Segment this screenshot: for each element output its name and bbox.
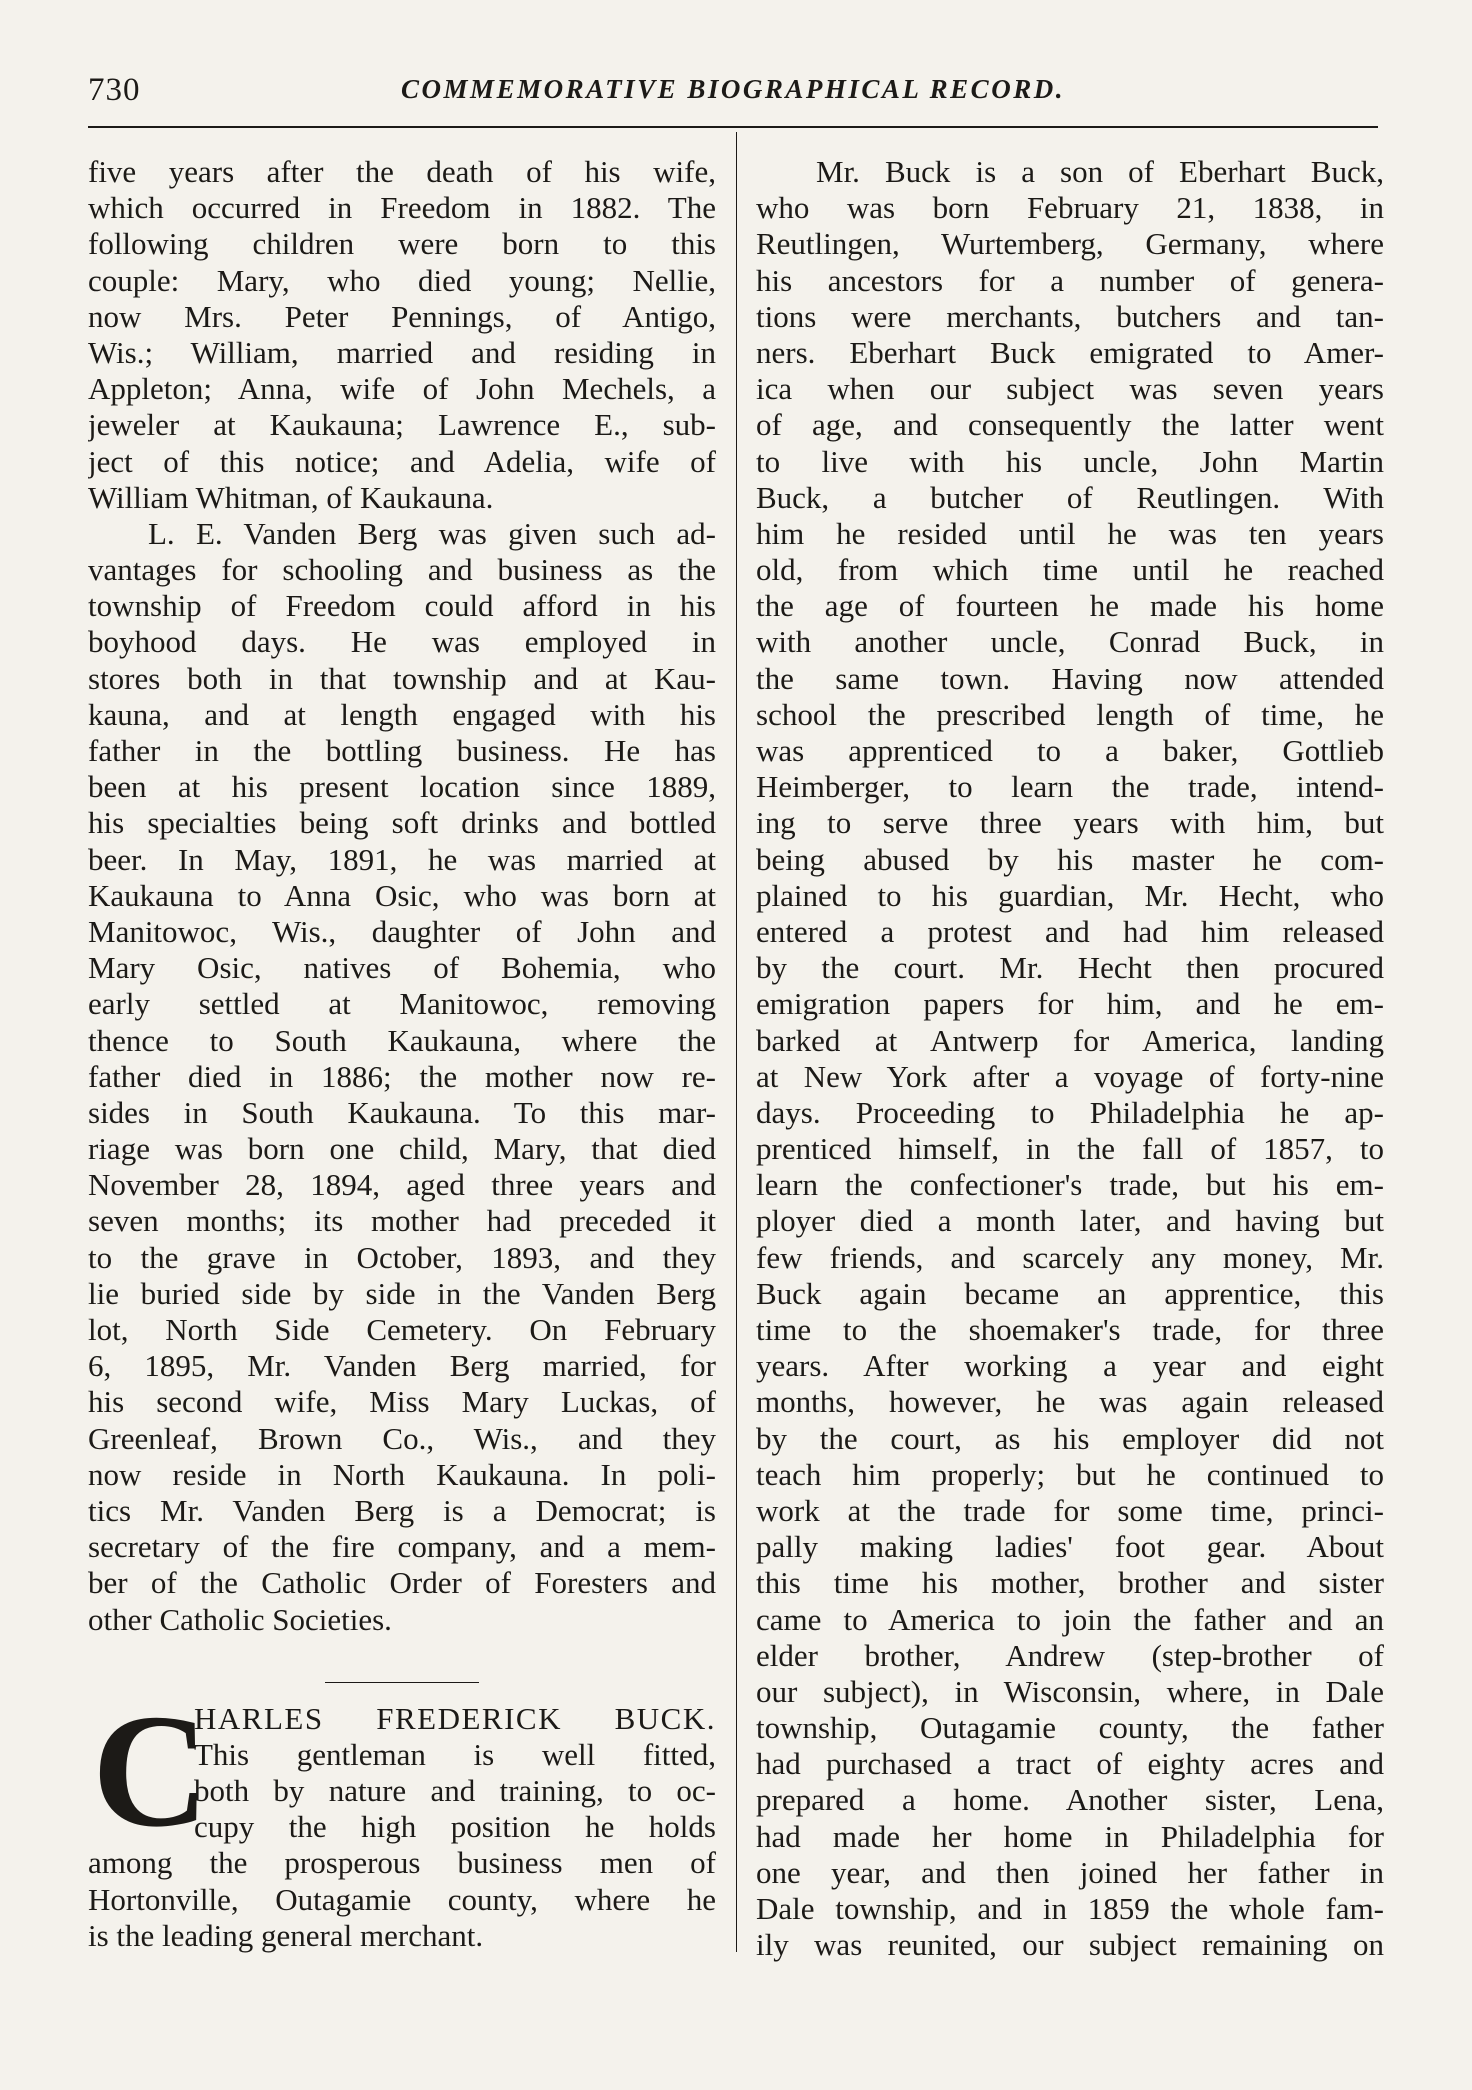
text-line: couple: Mary, who died young; Nellie, <box>88 262 716 298</box>
text-line: boyhood days. He was employed in <box>88 624 716 660</box>
text-line: Wis.; William, married and residing in <box>88 334 716 370</box>
text-line: now Mrs. Peter Pennings, of Antigo, <box>88 298 716 334</box>
text-line: who was born February 21, 1838, in <box>756 190 1384 226</box>
text-line: by the court. Mr. Hecht then procured <box>756 950 1384 986</box>
text-line: time to the shoemaker's trade, for three <box>756 1312 1384 1347</box>
text-line: our subject), in Wisconsin, where, in Dale <box>756 1673 1384 1709</box>
text-line: was apprenticed to a baker, Gottlieb <box>756 733 1384 768</box>
text-line: came to America to join the father and an <box>756 1601 1384 1637</box>
text-line: tics Mr. Vanden Berg is a Democrat; is <box>88 1492 716 1528</box>
text-line: ployer died a month later, and having but <box>756 1203 1384 1239</box>
paragraph-2 <box>88 516 716 1638</box>
text-line: vantages for schooling and business as the <box>88 552 716 588</box>
text-line: his ancestors for a number of genera- <box>756 262 1384 298</box>
text-line: now reside in North Kaukauna. In poli- <box>88 1456 716 1492</box>
text-line: ica when our subject was seven years <box>756 371 1384 407</box>
text-line: Reutlingen, Wurtemberg, Germany, where <box>756 226 1384 262</box>
text-line: work at the trade for some time, princi- <box>756 1492 1384 1528</box>
entry-heading: HARLES FREDERICK BUCK. <box>194 1700 716 1736</box>
text-line: old, from which time until he reached <box>756 552 1384 588</box>
text-line: one year, and then joined her father in <box>756 1854 1384 1890</box>
text-line: father in the bottling business. He has <box>88 733 716 768</box>
text-line: early settled at Manitowoc, removing <box>88 986 716 1022</box>
text-line: tions were merchants, butchers and tan- <box>756 298 1384 334</box>
text-line: sides in South Kaukauna. To this mar- <box>88 1094 716 1130</box>
text-line: township, Outagamie county, the father <box>756 1710 1384 1746</box>
text-line: L. E. Vanden Berg was given such ad- <box>148 515 716 551</box>
text-line: months, however, he was again released <box>756 1384 1384 1420</box>
text-line: years. After working a year and eight <box>756 1348 1384 1384</box>
text-line: this time his mother, brother and sister <box>756 1565 1384 1601</box>
text-line: Dale township, and in 1859 the whole fam- <box>756 1891 1384 1926</box>
text-line: Buck, a butcher of Reutlingen. With <box>756 479 1384 515</box>
drop-cap: C <box>92 1681 209 1861</box>
text-line: stores both in that township and at Kau- <box>88 660 716 696</box>
right-column <box>756 154 1384 1963</box>
text-line: Buck again became an apprentice, this <box>756 1275 1384 1311</box>
text-line: jeweler at Kaukauna; Lawrence E., sub- <box>88 407 716 443</box>
text-line: Mary Osic, natives of Bohemia, who <box>88 950 716 986</box>
text-line: to the grave in October, 1893, and they <box>88 1239 716 1275</box>
text-line: prepared a home. Another sister, Lena, <box>756 1782 1384 1818</box>
text-line: his second wife, Miss Mary Luckas, of <box>88 1384 716 1420</box>
text-line: Greenleaf, Brown Co., Wis., and they <box>88 1420 716 1456</box>
text-line: secretary of the fire company, and a mem- <box>88 1529 716 1565</box>
text-line: prenticed himself, in the fall of 1857, to <box>756 1131 1384 1167</box>
text-line: Heimberger, to learn the trade, intend- <box>756 769 1384 805</box>
running-title: COMMEMORATIVE BIOGRAPHICAL RECORD. <box>401 74 1065 104</box>
text-line: ing to serve three years with him, but <box>756 805 1384 841</box>
text-line: elder brother, Andrew (step-brother of <box>756 1637 1384 1673</box>
text-line: following children were born to this <box>88 226 716 262</box>
text-line: at New York after a voyage of forty-nine <box>756 1058 1384 1094</box>
text-line: entered a protest and had him released <box>756 913 1384 949</box>
section-divider <box>325 1682 479 1683</box>
page-header <box>88 72 1378 120</box>
text-line: emigration papers for him, and he em- <box>756 986 1384 1022</box>
text-line: This gentleman is well fitted, <box>194 1736 716 1772</box>
text-line: plained to his guardian, Mr. Hecht, who <box>756 877 1384 913</box>
text-line: riage was born one child, Mary, that died <box>88 1131 716 1167</box>
text-line: Kaukauna to Anna Osic, who was born at <box>88 877 716 913</box>
text-line: his specialties being soft drinks and bottled <box>88 805 716 841</box>
text-line: beer. In May, 1891, he was married at <box>88 841 716 877</box>
text-line: had made her home in Philadelphia for <box>756 1818 1384 1854</box>
text-line: ners. Eberhart Buck emigrated to Amer- <box>756 334 1384 370</box>
text-line: father died in 1886; the mother now re- <box>88 1058 716 1094</box>
text-line: of age, and consequently the latter went <box>756 407 1384 443</box>
text-line: learn the confectioner's trade, but his em- <box>756 1167 1384 1203</box>
text-line: which occurred in Freedom in 1882. The <box>88 190 716 226</box>
text-line: November 28, 1894, aged three years and <box>88 1167 716 1203</box>
text-line: ber of the Catholic Order of Foresters and <box>88 1565 716 1601</box>
text-line: school the prescribed length of time, he <box>756 696 1384 732</box>
text-line: with another uncle, Conrad Buck, in <box>756 624 1384 660</box>
text-line: to live with his uncle, John Martin <box>756 443 1384 479</box>
text-line: been at his present location since 1889, <box>88 769 716 805</box>
text-line: is the leading general merchant. <box>88 1917 484 1953</box>
text-line: both by nature and training, to oc- <box>194 1773 716 1809</box>
header-rule <box>88 126 1378 128</box>
biography-entry-buck <box>88 1681 716 1954</box>
text-line: seven months; its mother had preceded it <box>88 1203 716 1239</box>
text-line: among the prosperous business men of <box>88 1845 716 1881</box>
text-line: had purchased a tract of eighty acres and <box>756 1746 1384 1782</box>
text-line: being abused by his master he com- <box>756 841 1384 877</box>
text-line: lot, North Side Cemetery. On February <box>88 1312 716 1347</box>
text-line: lie buried side by side in the Vanden Berg <box>88 1275 716 1311</box>
text-line: ily was reunited, our subject remaining on <box>756 1927 1384 1963</box>
text-line: five years after the death of his wife, <box>88 154 716 189</box>
text-line: Manitowoc, Wis., daughter of John and <box>88 913 716 949</box>
text-line: few friends, and scarcely any money, Mr. <box>756 1239 1384 1275</box>
text-line: barked at Antwerp for America, landing <box>756 1022 1384 1058</box>
text-line: Hortonville, Outagamie county, where he <box>88 1881 716 1917</box>
page-number: 730 <box>88 72 141 108</box>
text-line: teach him properly; but he continued to <box>756 1456 1384 1492</box>
text-line: the age of fourteen he made his home <box>756 588 1384 624</box>
text-line: William Whitman, of Kaukauna. <box>88 479 494 515</box>
column-divider <box>736 132 737 1952</box>
text-line: thence to South Kaukauna, where the <box>88 1022 716 1058</box>
text-line: Appleton; Anna, wife of John Mechels, a <box>88 371 716 407</box>
text-line: township of Freedom could afford in his <box>88 588 716 624</box>
text-line: Mr. Buck is a son of Eberhart Buck, <box>816 154 1384 189</box>
text-line: other Catholic Societies. <box>88 1601 392 1637</box>
text-line: ject of this notice; and Adelia, wife of <box>88 443 716 479</box>
text-line: days. Proceeding to Philadelphia he ap- <box>756 1094 1384 1130</box>
text-line: 6, 1895, Mr. Vanden Berg married, for <box>88 1348 716 1384</box>
paragraph-3 <box>756 154 1384 1963</box>
text-line: kauna, and at length engaged with his <box>88 696 716 732</box>
text-line: pally making ladies' foot gear. About <box>756 1529 1384 1565</box>
text-line: by the court, as his employer did not <box>756 1420 1384 1456</box>
text-line: cupy the high position he holds <box>194 1809 716 1845</box>
paragraph-1 <box>88 154 716 516</box>
text-line: the same town. Having now attended <box>756 660 1384 696</box>
left-column <box>88 154 716 1954</box>
text-line: him he resided until he was ten years <box>756 515 1384 551</box>
